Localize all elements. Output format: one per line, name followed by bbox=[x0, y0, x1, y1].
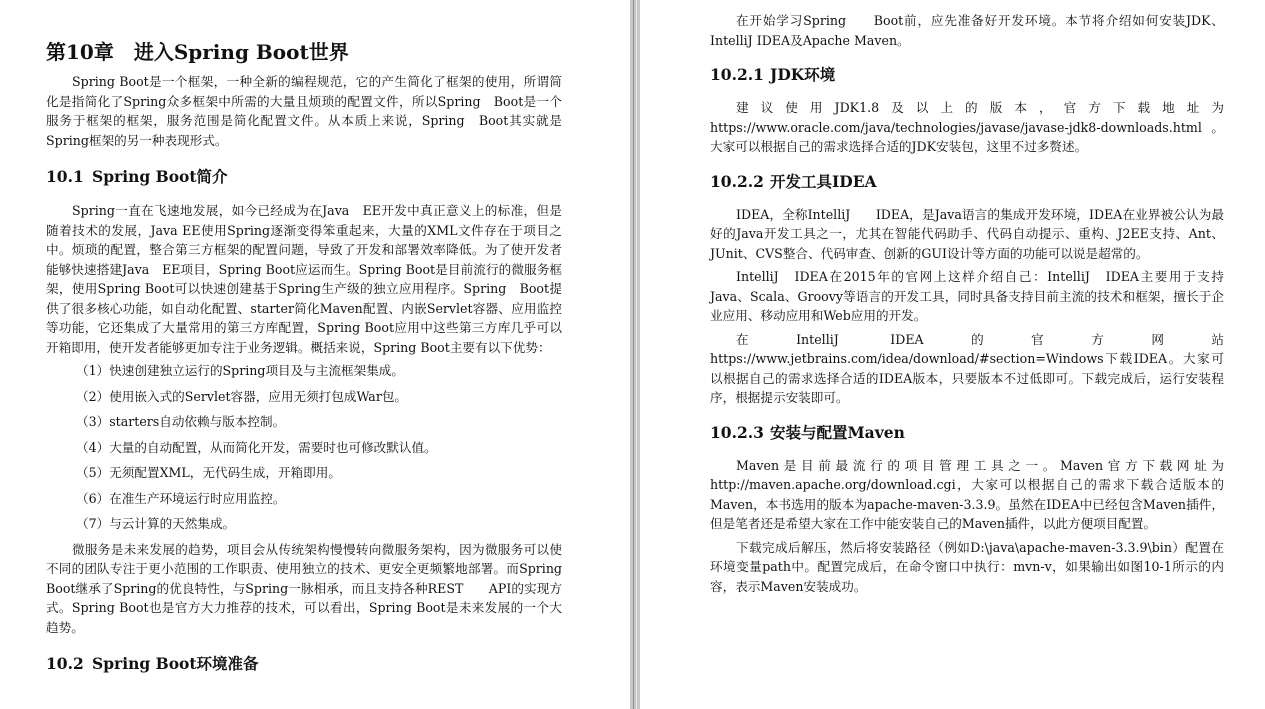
chapter-intro-paragraph: Spring Boot是一个框架，一种全新的编程规范，它的产生简化了框架的使用，所谓简化是指简化了Spring众多框架中所需的大量且烦琐的配置文件，所以Spring Boot是一个服务于框架的框架，服务范围是简化配置文件。从本质上来说，Spring Boot其实就是Spring框架的另一种表现形式。 bbox=[46, 74, 562, 148]
section-number: 10.2.1 bbox=[710, 65, 764, 84]
section-title: Spring Boot简介 bbox=[92, 167, 228, 186]
maven-paragraph-1: Maven是目前最流行的项目管理工具之一。Maven官方下载网址为http://maven.apache.org/download.cgi，大家可以根据自己的需求下载合适版本的Maven，本书选用的版本为apache-maven-3.3.9。虽然在IDEA中已经包含Maven插件，但是笔者还是希望大家在工作中能安装自己的Maven插件，以此方便项目配置。 bbox=[710, 457, 1224, 531]
environment-intro-paragraph: 在开始学习Spring Boot前，应先准备好开发环境。本节将介绍如何安装JDK、IntelliJ IDEA及Apache Maven。 bbox=[710, 13, 1224, 48]
list-item: （6）在准生产环境运行时应用监控。 bbox=[76, 490, 286, 506]
section-number: 10.2.2 bbox=[710, 171, 764, 191]
maven-paragraph-2: 下载完成后解压，然后将安装路径（例如D:\java\apache-maven-3.3.9\bin）配置在环境变量path中。配置完成后，在命令窗口中执行：mvn-v，如果输出如图10-1所示的内容，表示Maven安装成功。 bbox=[710, 539, 1224, 594]
section-title: 安装与配置Maven bbox=[770, 422, 905, 442]
section-heading-10-2-3 bbox=[710, 422, 1224, 444]
jdk-paragraph: 建议使用JDK1.8及以上的版本，官方下载地址为https://www.oracle.com/java/technologies/javase/javase-jdk8-downloads.html。大家可以根据自己的需求选择合适的JDK安装包，这里不过多赘述。 bbox=[710, 100, 1224, 154]
section-title: Spring Boot环境准备 bbox=[92, 654, 259, 673]
section-heading-10-2-1 bbox=[710, 64, 1224, 86]
section-heading-10-1 bbox=[46, 166, 562, 188]
idea-paragraph-3: 在IntelliJ IDEA的官方网站https://www.jetbrains.com/idea/download/#section=Windows下载IDEA。大家可以根据自己的需求选择合适的IDEA版本，只要版本不过低即可。下载完成后，运行安装程序，根据提示安装即可。 bbox=[710, 331, 1224, 405]
list-item: （5）无须配置XML，无代码生成，开箱即用。 bbox=[76, 465, 341, 480]
section-number: 10.2.3 bbox=[710, 422, 764, 442]
left-page bbox=[0, 0, 630, 709]
chapter-name: 进入Spring Boot世界 bbox=[133, 40, 349, 64]
list-item: （7）与云计算的天然集成。 bbox=[76, 516, 236, 531]
page-gutter bbox=[630, 0, 640, 709]
spring-boot-intro-paragraph: Spring一直在飞速地发展，如今已经成为在Java EE开发中真正意义上的标准，但是随着技术的发展，Java EE使用Spring逐渐变得笨重起来，大量的XML文件存在于项目之中。烦琐的配置，整合第三方框架的配置问题，导致了开发和部署效率降低。为了使开发者能够快速搭建Java EE项目，Spring Boot应运而生。Spring Boot是目前流行的微服务框架，使用Spring Boot可以快速创建基于Spring生产级的独立应用程序。Spring Boot提供了很多核心功能，如自动化配置、starter简化Maven配置、内嵌Servlet容器、应用监控等功能，它还集成了大量常用的第三方库配置，Spring Boot应用中这些第三方库几乎可以开箱即用，使开发者能够更加专注于业务逻辑。概括来说，Spring Boot主要有以下优势： bbox=[46, 203, 562, 355]
section-title: JDK环境 bbox=[770, 65, 836, 84]
section-heading-10-2-2 bbox=[710, 171, 1224, 193]
section-number: 10.1 bbox=[46, 167, 84, 186]
list-item: （4）大量的自动配置，从而简化开发，需要时也可修改默认值。 bbox=[76, 439, 437, 455]
right-page-content bbox=[710, 11, 1224, 596]
list-item: （1）快速创建独立运行的Spring项目及与主流框架集成。 bbox=[76, 363, 404, 378]
list-item: （2）使用嵌入式的Servlet容器，应用无须打包成War包。 bbox=[76, 388, 408, 404]
right-page bbox=[640, 0, 1265, 709]
section-number: 10.2 bbox=[46, 654, 84, 673]
left-page-content bbox=[46, 40, 562, 675]
list-item: （3）starters自动依赖与版本控制。 bbox=[76, 414, 286, 429]
idea-paragraph-2: IntelliJ IDEA在2015年的官网上这样介绍自己：IntelliJ IDEA主要用于支持Java、Scala、Groovy等语言的开发工具，同时具备支持目前主流的技术和框架，擅长于企业应用、移动应用和Web应用的开发。 bbox=[710, 269, 1224, 323]
section-heading-10-2 bbox=[46, 653, 562, 675]
chapter-title bbox=[46, 38, 562, 66]
chapter-number: 第10章 bbox=[46, 40, 114, 64]
advantages-list bbox=[46, 361, 562, 534]
idea-paragraph-1: IDEA，全称IntelliJ IDEA，是Java语言的集成开发环境，IDEA在业界被公认为最好的Java开发工具之一，尤其在智能代码助手、代码自动提示、重构、J2EE支持、Ant、JUnit、CVS整合、代码审查、创新的GUI设计等方面的功能可以说是超常的。 bbox=[710, 206, 1224, 261]
section-title: 开发工具IDEA bbox=[770, 171, 877, 191]
microservice-paragraph: 微服务是未来发展的趋势，项目会从传统架构慢慢转向微服务架构，因为微服务可以使不同的团队专注于更小范围的工作职责、使用独立的技术、更安全更频繁地部署。而Spring Boot继承了Spring的优良特性，与Spring一脉相承，而且支持各种REST API的实现方式。Spring Boot也是官方大力推荐的技术，可以看出，Spring Boot是未来发展的一个大趋势。 bbox=[46, 541, 562, 635]
